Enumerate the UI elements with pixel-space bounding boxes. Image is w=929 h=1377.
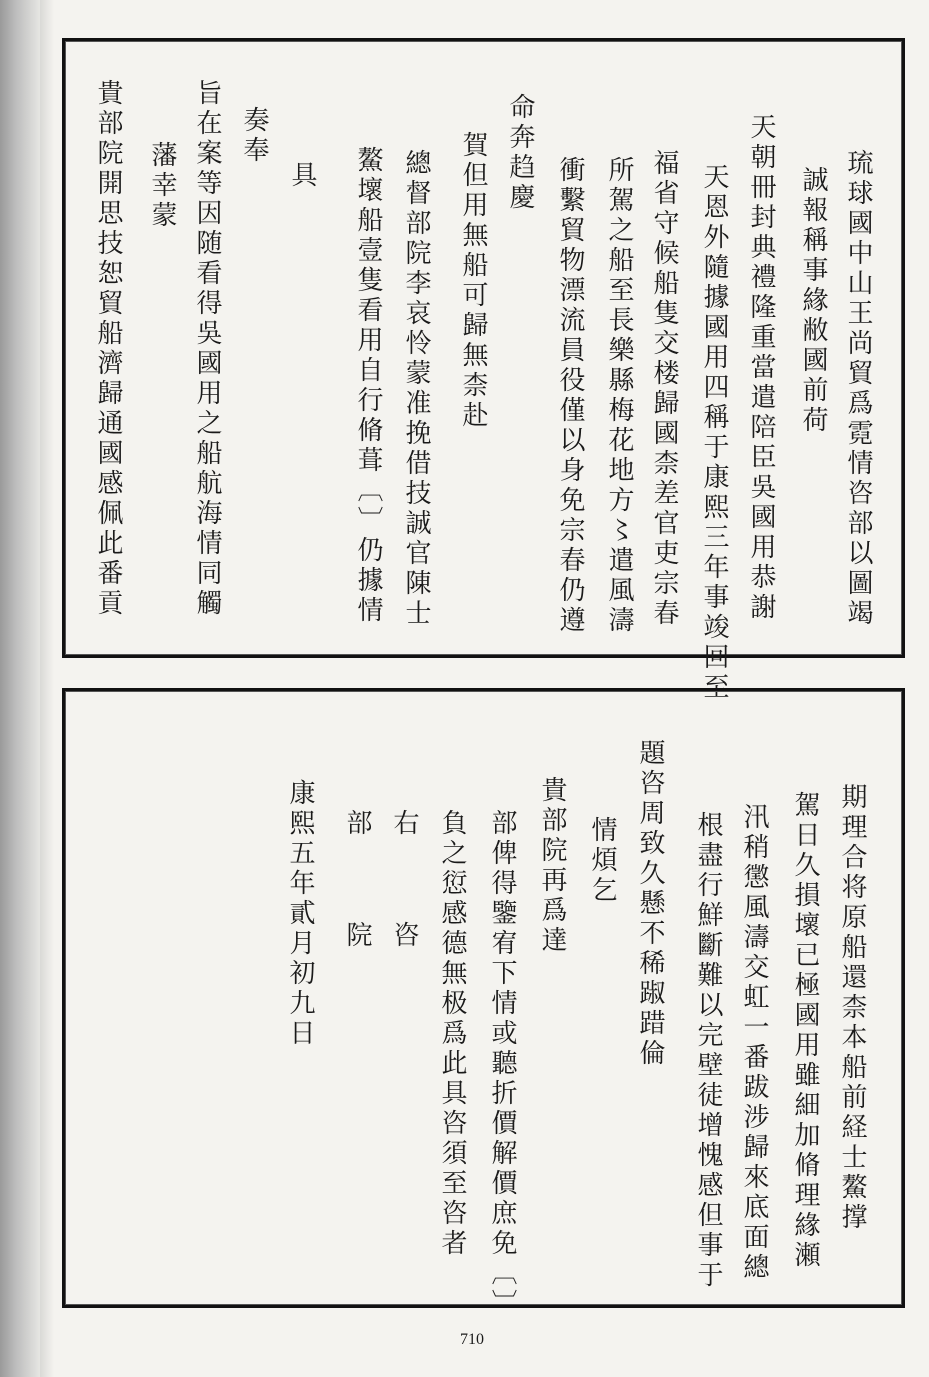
text-column: 駕日久損壞已極國用雖細加脩理緣瀬 — [790, 791, 820, 1271]
text-column: 院 — [342, 921, 372, 951]
text-column: 鰲壞船壹隻看用自行脩葺〔〕仍據情 — [353, 146, 383, 626]
text-column: 題咨周致久懸不稀踧踖倫 — [635, 739, 665, 1069]
document-block-bottom — [62, 688, 905, 1319]
book-binding-shadow — [0, 0, 40, 1377]
text-column: 所駕之船至長樂縣梅花地方〻遣風濤 — [604, 156, 634, 636]
text-column: 部俾得鑒宥下情或聽折價解價庶免〔〕 — [487, 809, 517, 1319]
text-column: 奏奉 — [239, 106, 269, 166]
text-column: 具 — [287, 161, 317, 191]
text-column: 誠報稱事緣敝國前荷 — [798, 166, 828, 436]
text-column: 命奔趋慶 — [505, 93, 535, 213]
text-column: 根盡行鮮斷難以完壁徒增愧感但事于 — [693, 811, 723, 1291]
text-column: 天朝冊封典禮隆重當遣陪臣吳國用恭謝 — [746, 113, 776, 623]
text-column: 部 — [342, 809, 372, 839]
text-column: 賀但用無船可歸無柰赴 — [458, 131, 488, 431]
text-column: 咨 — [389, 921, 419, 951]
text-column: 貴部院開思技恕貿船濟歸通國感佩此番貢 — [93, 79, 123, 619]
text-column: 情煩乞 — [587, 816, 617, 906]
text-column: 琉球國中山王尚貿爲霓情咨部以圖竭 — [843, 149, 873, 629]
text-column: 旨在案等因随看得吳國用之船航海情同觸 — [192, 79, 222, 619]
page-gutter — [40, 0, 54, 1377]
date-column: 康熙五年貳月初九日 — [285, 779, 315, 1049]
text-column: 期理合将原船還柰本船前経士鰲撑 — [837, 783, 867, 1233]
text-column: 天恩外隨據國用四稱于康熙三年事竣回至 — [699, 163, 729, 703]
text-column: 衝繫貿物漂流員役僅以身免宗春仍遵 — [555, 156, 585, 636]
page-number: 710 — [460, 1331, 484, 1348]
text-column: 汛稍懲風濤交虹一番跋涉歸來底面總 — [739, 803, 769, 1283]
document-block-top — [62, 38, 905, 703]
text-column: 負之愆感德無极爲此具咨須至咨者 — [437, 809, 467, 1259]
text-column: 福省守候船隻交楼歸國柰差官吏宗春 — [649, 149, 679, 629]
text-column: 貴部院再爲達 — [537, 776, 567, 956]
text-column: 藩幸蒙 — [147, 141, 177, 231]
text-column: 右 — [389, 809, 419, 839]
text-column: 總督部院李哀怜蒙准挽借技誠官陳士 — [401, 149, 431, 629]
